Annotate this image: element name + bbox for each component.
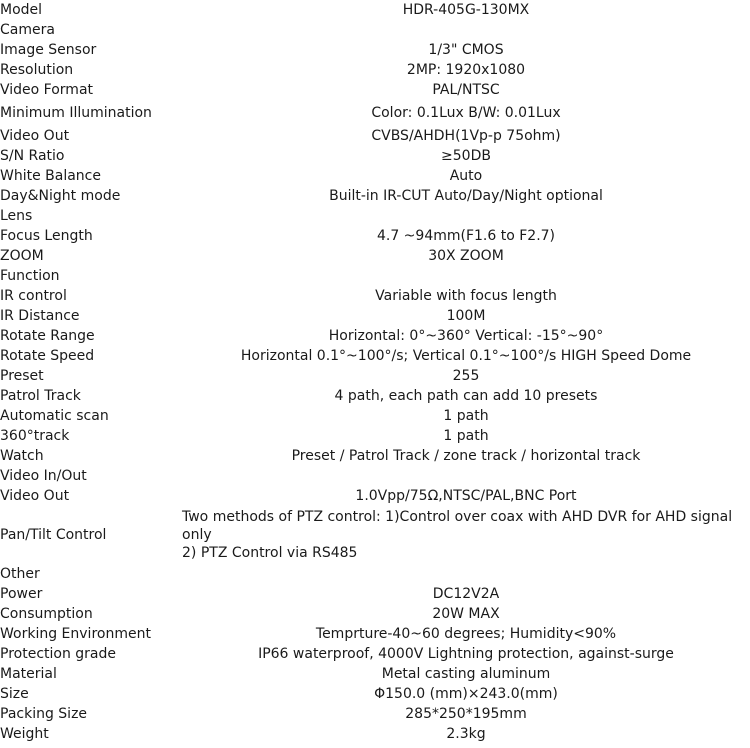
- row-label: Minimum Illumination: [0, 105, 152, 121]
- section-row: [0, 564, 750, 584]
- section-row: [0, 466, 750, 486]
- row-label: Weight: [0, 726, 49, 742]
- row-value: 20W MAX: [432, 606, 500, 622]
- table-row: [0, 186, 750, 206]
- section-label: Function: [0, 268, 60, 284]
- table-row: [0, 406, 750, 426]
- row-value: 2.3kg: [446, 726, 486, 742]
- row-value: [182, 266, 750, 286]
- row-value: [182, 466, 750, 486]
- row-label: White Balance: [0, 168, 101, 184]
- row-label: Material: [0, 666, 57, 682]
- row-value: Horizontal 0.1°~100°/s; Vertical 0.1°~100°/s HIGH Speed Dome: [240, 348, 692, 364]
- row-value: Preset / Patrol Track / zone track / horizontal track: [291, 448, 641, 464]
- table-row: [0, 604, 750, 624]
- row-label: ZOOM: [0, 248, 44, 264]
- row-label: Focus Length: [0, 228, 93, 244]
- row-value: Horizontal: 0°~360° Vertical: -15°~90°: [328, 328, 604, 344]
- row-label: Power: [0, 586, 43, 602]
- row-label: Patrol Track: [0, 388, 81, 404]
- row-value: IP66 waterproof, 4000V Lightning protection, against-surge: [258, 646, 674, 662]
- ptz-line-1: Two methods of PTZ control: 1)Control over coax with AHD DVR for AHD signal only: [182, 509, 733, 543]
- section-label: Lens: [0, 208, 33, 224]
- row-value: 2MP: 1920x1080: [406, 62, 526, 78]
- row-label: Consumption: [0, 606, 93, 622]
- row-label: Rotate Range: [0, 328, 95, 344]
- table-row: [0, 126, 750, 146]
- row-label: Preset: [0, 368, 44, 384]
- row-value: Color: 0.1Lux B/W: 0.01Lux: [371, 105, 561, 121]
- row-label: Resolution: [0, 62, 74, 78]
- row-label: Day&Night mode: [0, 188, 121, 204]
- table-row: [0, 644, 750, 664]
- row-label: 360°track: [0, 428, 70, 444]
- row-value: 1/3" CMOS: [428, 42, 504, 58]
- row-value: [182, 20, 750, 40]
- row-value: Temprture-40~60 degrees; Humidity<90%: [315, 626, 617, 642]
- table-row: [0, 506, 750, 564]
- row-value: [182, 564, 750, 584]
- table-row: [0, 0, 750, 20]
- row-value: HDR-405G-130MX: [402, 2, 530, 18]
- table-row: [0, 684, 750, 704]
- table-row: [0, 486, 750, 506]
- row-label: S/N Ratio: [0, 148, 65, 164]
- table-row: [0, 226, 750, 246]
- row-label: IR Distance: [0, 308, 80, 324]
- row-value: 30X ZOOM: [428, 248, 504, 264]
- section-row: [0, 20, 750, 40]
- table-row: [0, 326, 750, 346]
- row-label: Automatic scan: [0, 408, 109, 424]
- table-row: [0, 146, 750, 166]
- section-label: Other: [0, 566, 40, 582]
- row-value: 100M: [446, 308, 486, 324]
- row-value: PAL/NTSC: [432, 82, 500, 98]
- row-value: 285*250*195mm: [405, 706, 527, 722]
- table-row: [0, 40, 750, 60]
- row-label: Protection grade: [0, 646, 116, 662]
- table-row: [0, 426, 750, 446]
- row-value: 4 path, each path can add 10 presets: [334, 388, 598, 404]
- table-row: [0, 446, 750, 466]
- table-row: [0, 286, 750, 306]
- row-label: Packing Size: [0, 706, 88, 722]
- table-row: [0, 664, 750, 684]
- row-value: Built-in IR-CUT Auto/Day/Night optional: [329, 188, 603, 204]
- table-row: [0, 584, 750, 604]
- row-value: Metal casting aluminum: [381, 666, 551, 682]
- table-row: [0, 624, 750, 644]
- table-row: [0, 346, 750, 366]
- row-label: Watch: [0, 448, 44, 464]
- row-value: 4.7 ~94mm(F1.6 to F2.7): [376, 228, 556, 244]
- row-value: 1.0Vpp/75Ω,NTSC/PAL,BNC Port: [355, 488, 577, 504]
- table-row: [0, 166, 750, 186]
- row-value: Variable with focus length: [375, 288, 557, 304]
- row-label: Rotate Speed: [0, 348, 95, 364]
- row-value: 255: [452, 368, 480, 384]
- table-row: [0, 724, 750, 744]
- row-label: Image Sensor: [0, 42, 97, 58]
- section-row: [0, 266, 750, 286]
- row-value: Φ150.0 (mm)×243.0(mm): [374, 686, 558, 702]
- row-value: [182, 206, 750, 226]
- row-label: Working Environment: [0, 626, 151, 642]
- row-value: Auto: [449, 168, 483, 184]
- ptz-description: [182, 506, 750, 564]
- row-label: Video Out: [0, 128, 70, 144]
- section-row: [0, 206, 750, 226]
- row-label: Pan/Tilt Control: [0, 527, 107, 543]
- table-row: [0, 100, 750, 126]
- section-label: Camera: [0, 22, 55, 38]
- table-row: [0, 246, 750, 266]
- table-row: [0, 386, 750, 406]
- table-row: [0, 704, 750, 724]
- row-label: Model: [0, 2, 43, 18]
- table-row: [0, 60, 750, 80]
- row-label: Size: [0, 686, 29, 702]
- row-value: 1 path: [443, 428, 489, 444]
- table-row: [0, 306, 750, 326]
- section-label: Video In/Out: [0, 468, 87, 484]
- ptz-line-2: 2) PTZ Control via RS485: [182, 545, 358, 561]
- row-value: ≥50DB: [441, 148, 491, 164]
- row-value: DC12V2A: [432, 586, 500, 602]
- row-value: CVBS/AHDH(1Vp-p 75ohm): [371, 128, 561, 144]
- table-row: [0, 80, 750, 100]
- row-label: IR control: [0, 288, 67, 304]
- table-row: [0, 366, 750, 386]
- row-label: Video Out: [0, 488, 70, 504]
- row-value: 1 path: [443, 408, 489, 424]
- row-label: Video Format: [0, 82, 94, 98]
